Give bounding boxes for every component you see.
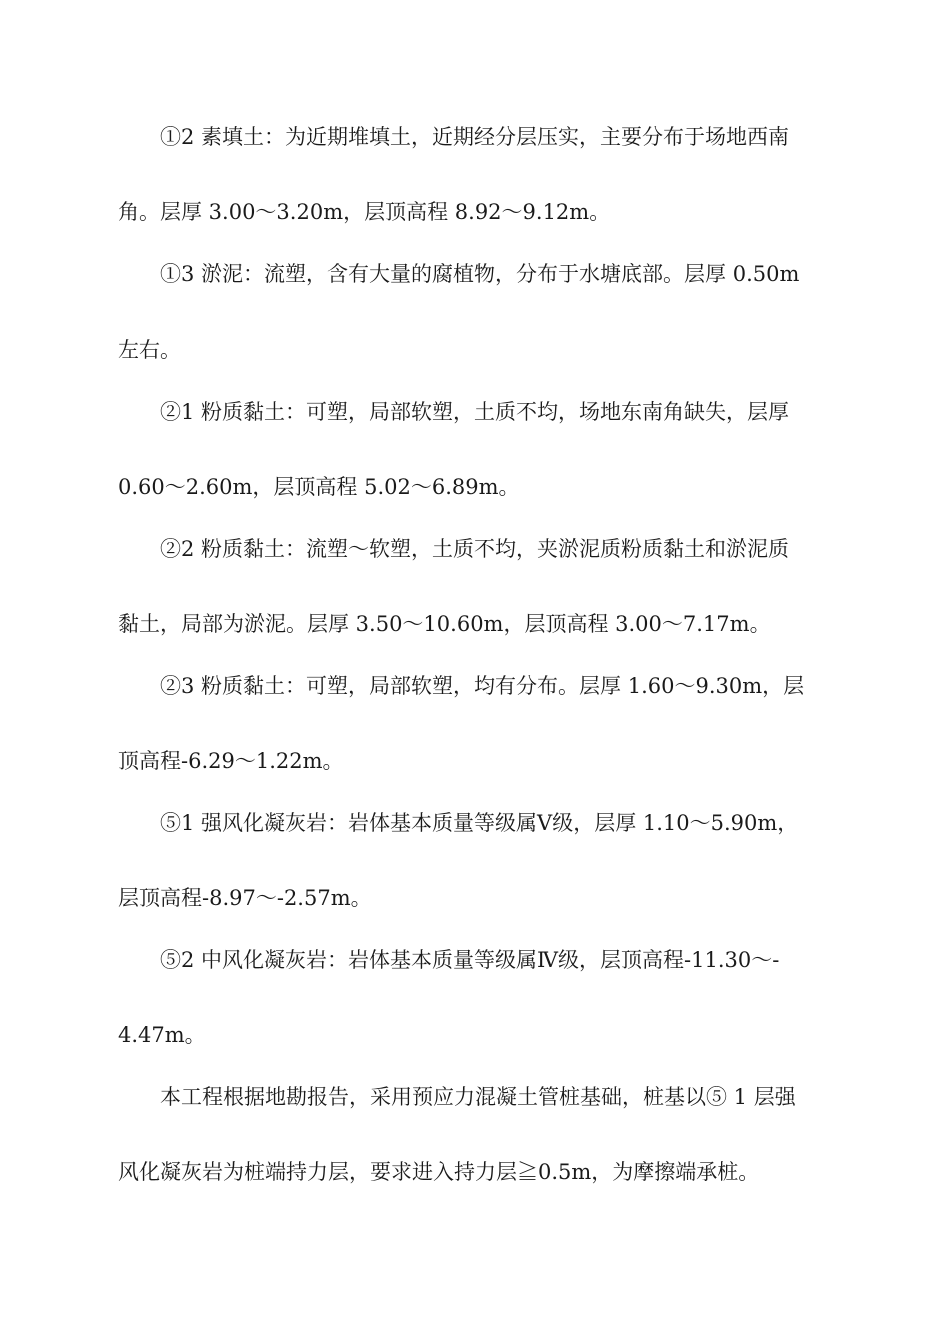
paragraph-4-line-1: ②2 粉质黏土：流塑～软塑，土质不均，夹淤泥质粉质黏土和淤泥质 [160, 537, 790, 561]
paragraph-3-line-2: 0.60～2.60m，层顶高程 5.02～6.89m。 [118, 475, 520, 499]
paragraph-1-line-2: 角。层厚 3.00～3.20m，层顶高程 8.92～9.12m。 [118, 200, 611, 224]
paragraph-4-line-2: 黏土，局部为淤泥。层厚 3.50～10.60m，层顶高程 3.00～7.17m。 [118, 612, 771, 636]
paragraph-7-line-1: ⑤2 中风化凝灰岩：岩体基本质量等级属Ⅳ级，层顶高程-11.30～- [160, 948, 780, 972]
paragraph-8-line-1: 本工程根据地勘报告，采用预应力混凝土管桩基础，桩基以⑤ 1 层强 [160, 1085, 796, 1109]
paragraph-5-line-2: 顶高程-6.29～1.22m。 [118, 749, 344, 773]
paragraph-3-line-1: ②1 粉质黏土：可塑，局部软塑，土质不均，场地东南角缺失，层厚 [160, 400, 790, 424]
paragraph-2-line-2: 左右。 [118, 338, 181, 362]
paragraph-7-line-2: 4.47m。 [118, 1023, 206, 1047]
paragraph-1-line-1: ①2 素填土：为近期堆填土，近期经分层压实，主要分布于场地西南 [160, 125, 790, 149]
paragraph-8-line-2: 风化凝灰岩为桩端持力层，要求进入持力层≧0.5m，为摩擦端承桩。 [118, 1160, 760, 1184]
paragraph-5-line-1: ②3 粉质黏土：可塑，局部软塑，均有分布。层厚 1.60～9.30m，层 [160, 674, 805, 698]
paragraph-6-line-2: 层顶高程-8.97～-2.57m。 [118, 886, 372, 910]
paragraph-6-line-1: ⑤1 强风化凝灰岩：岩体基本质量等级属Ⅴ级，层厚 1.10～5.90m， [160, 811, 799, 835]
paragraph-2-line-1: ①3 淤泥：流塑，含有大量的腐植物，分布于水塘底部。层厚 0.50m [160, 262, 800, 286]
